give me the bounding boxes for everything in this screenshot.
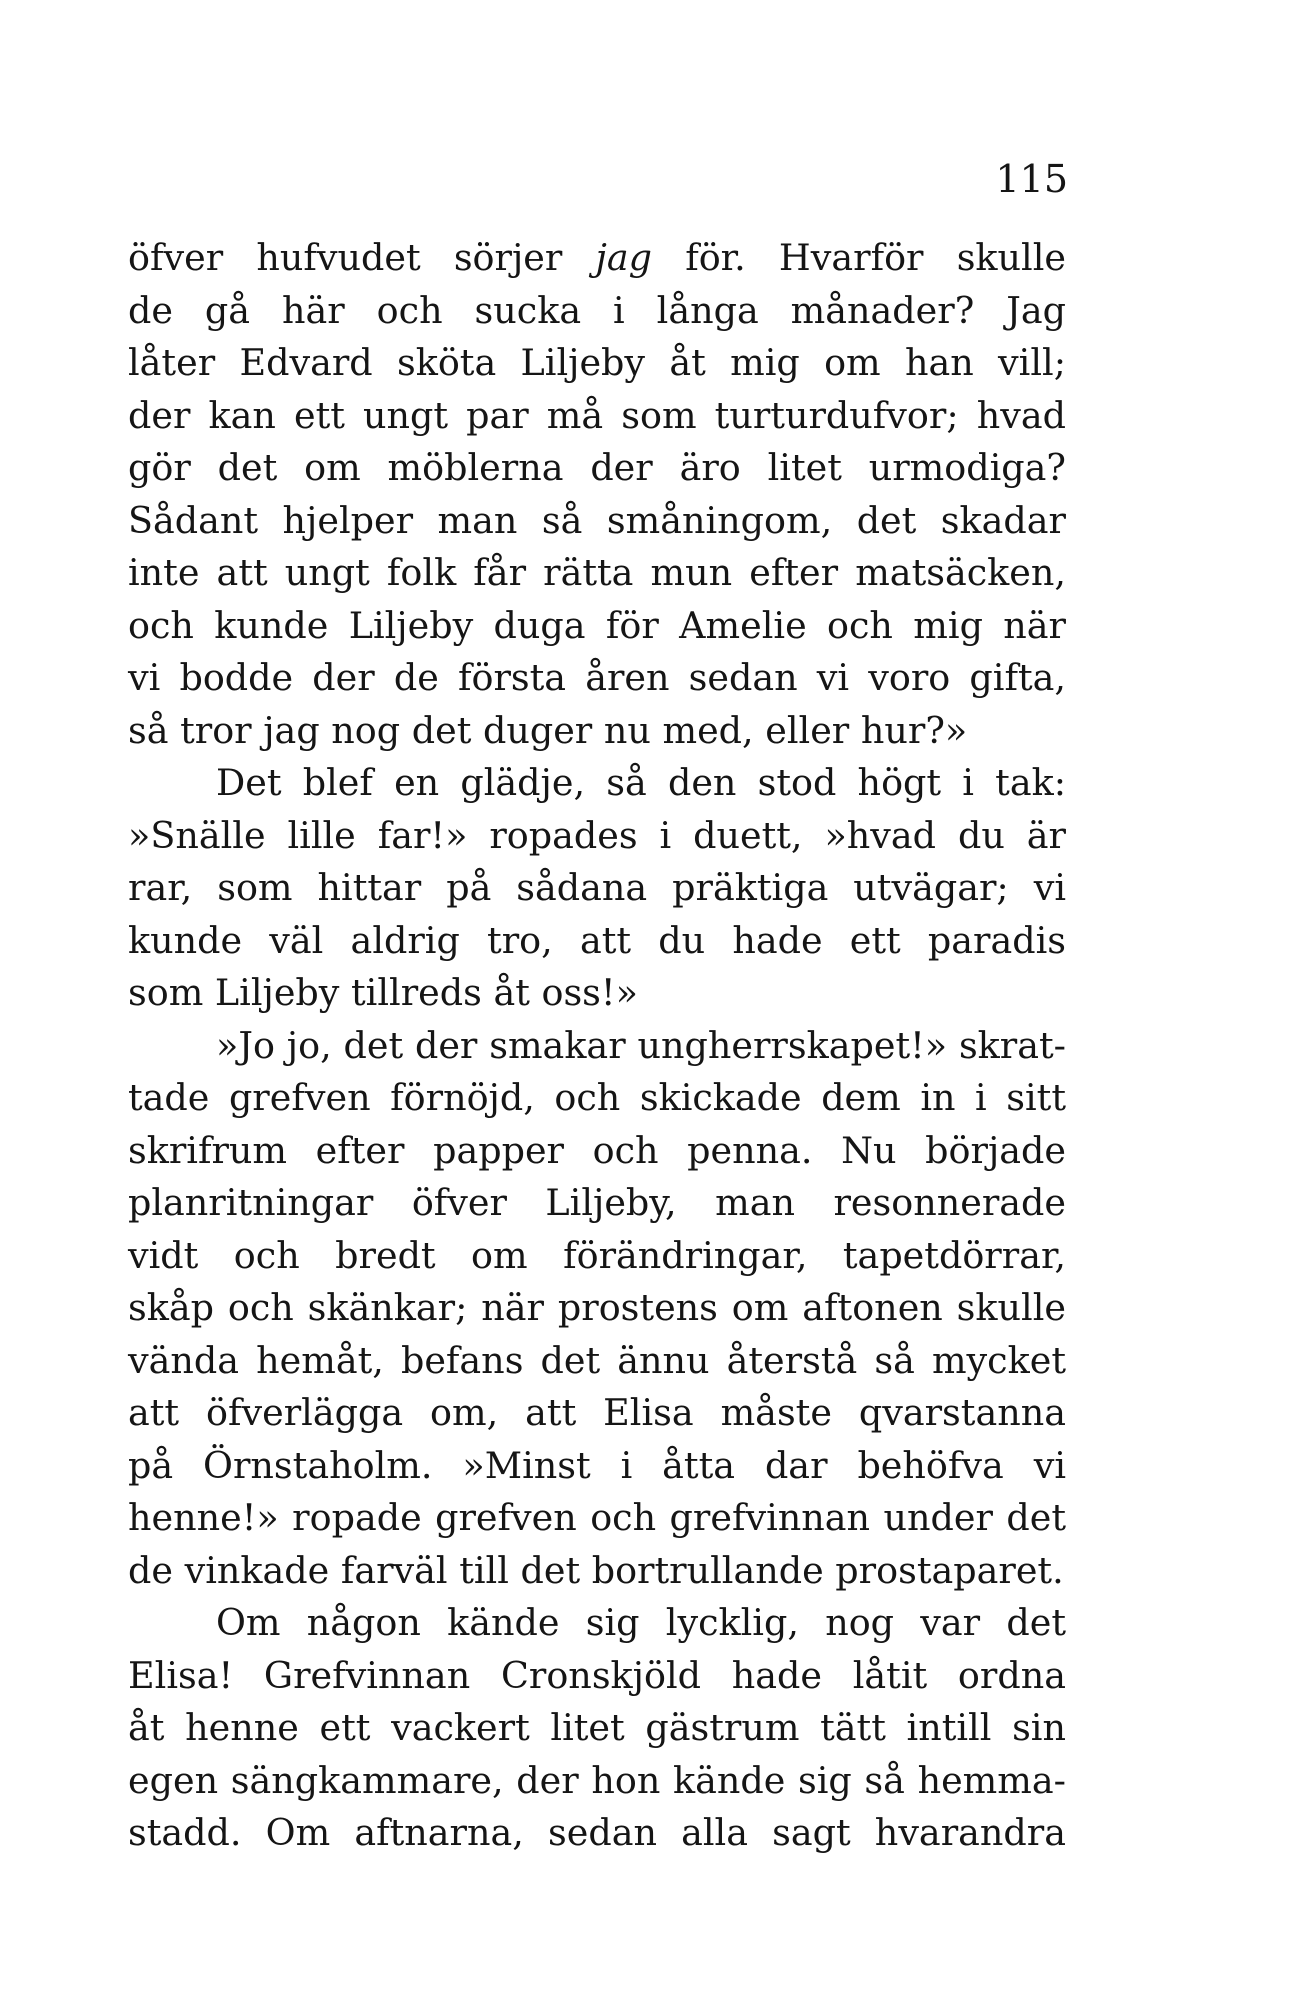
- text-line: vi bodde der de första åren sedan vi voro gifta,: [128, 656, 1066, 699]
- text-line: rar, som hittar på sådana präktiga utvägar; vi: [128, 866, 1066, 909]
- text-line: att öfverlägga om, att Elisa måste qvarstanna: [128, 1391, 1066, 1434]
- text-line: tade grefven förnöjd, och skickade dem in i sitt: [128, 1076, 1066, 1119]
- text-line: »Jo jo, det der smakar ungherrskapet!» skrat-: [216, 1023, 1066, 1067]
- body-text: [128, 232, 1066, 1860]
- text-line: öfver hufvudet sörjer jag för. Hvarför skulle: [128, 236, 1067, 279]
- text-line: vidt och bredt om förändringar, tapetdörrar,: [128, 1233, 1066, 1277]
- text-line: skåp och skänkar; när prostens om aftonen skulle: [128, 1286, 1066, 1329]
- text-line: der kan ett ungt par må som turturdufvor; hvad: [128, 393, 1066, 437]
- text-line: henne!» ropade grefven och grefvinnan under det: [128, 1496, 1066, 1539]
- text-line: åt henne ett vackert litet gästrum tätt intill sin: [128, 1706, 1066, 1749]
- text-line: vända hemåt, befans det ännu återstå så mycket: [128, 1338, 1066, 1382]
- text-line: kunde väl aldrig tro, att du hade ett paradis: [128, 918, 1066, 962]
- page-number: 115: [995, 157, 1068, 201]
- text-line: inte att ungt folk får rätta mun efter matsäcken,: [128, 551, 1066, 594]
- text-line: som Liljeby tillreds åt oss!»: [128, 971, 638, 1014]
- text-line: på Örnstaholm. »Minst i åtta dar behöfva vi: [128, 1443, 1066, 1487]
- text-line: Det blef en glädje, så den stod högt i tak:: [216, 761, 1066, 804]
- text-line: egen sängkammare, der hon kände sig så hemma-: [128, 1758, 1066, 1802]
- text-line: och kunde Liljeby duga för Amelie och mig när: [128, 603, 1066, 647]
- text-line: så tror jag nog det duger nu med, eller hur?»: [128, 708, 968, 752]
- text-line: gör det om möblerna der äro litet urmodiga?: [128, 446, 1066, 489]
- text-line: de vinkade farväl till det bortrullande prostaparet.: [128, 1548, 1064, 1592]
- text-line: de gå här och sucka i långa månader? Jag: [128, 288, 1066, 332]
- text-line: planritningar öfver Liljeby, man resonnerade: [128, 1181, 1066, 1224]
- text-line: stadd. Om aftnarna, sedan alla sagt hvarandra: [128, 1811, 1066, 1854]
- text-line: skrifrum efter papper och penna. Nu började: [128, 1128, 1066, 1172]
- text-line: Elisa! Grefvinnan Cronskjöld hade låtit ordna: [128, 1653, 1066, 1697]
- text-line: låter Edvard sköta Liljeby åt mig om han vill;: [128, 341, 1066, 384]
- text-line: Om någon kände sig lycklig, nog var det: [216, 1601, 1066, 1644]
- text-line: »Snälle lille far!» ropades i duett, »hvad du är: [128, 813, 1066, 857]
- text-line: Sådant hjelper man så småningom, det skadar: [128, 498, 1066, 542]
- emphasis-text: jag: [595, 236, 652, 279]
